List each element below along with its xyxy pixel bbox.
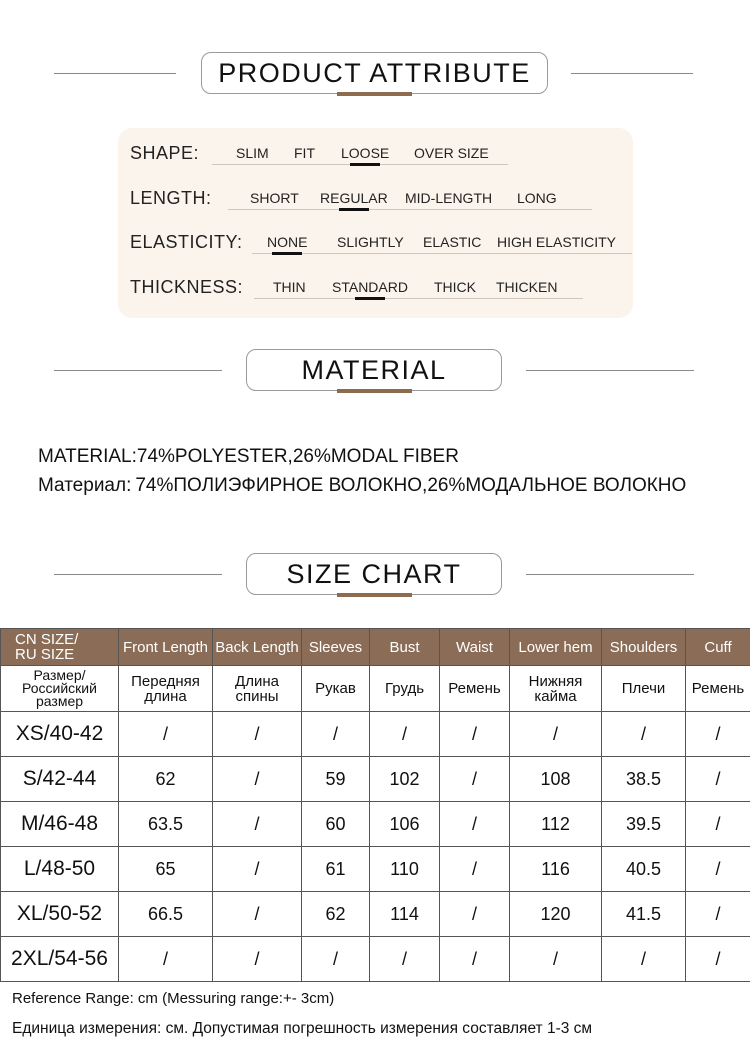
material-en-value: 74%POLYESTER,26%MODAL FIBER [136, 446, 459, 467]
measurement-cell: / [302, 937, 370, 982]
measurement-cell: / [213, 937, 302, 982]
header-cell-ru: Плечи [602, 666, 686, 712]
measurement-cell: 63.5 [119, 802, 213, 847]
measurement-cell: / [370, 712, 440, 757]
attribute-row [130, 277, 630, 307]
measurement-cell: / [686, 712, 750, 757]
attribute-option: MID-LENGTH [405, 190, 493, 206]
measurement-cell: / [213, 892, 302, 937]
divider-right [571, 73, 693, 74]
table-row [1, 757, 750, 802]
table-row [1, 802, 750, 847]
material-en [38, 446, 459, 468]
header-cell: Shoulders [602, 629, 686, 666]
measurement-cell: 60 [302, 802, 370, 847]
measurement-cell: / [440, 892, 510, 937]
attribute-option: NONE [267, 234, 308, 250]
measurement-cell: / [440, 937, 510, 982]
divider-left [54, 73, 176, 74]
header-cell: CN SIZE/ RU SIZE [1, 629, 119, 666]
divider-right [526, 370, 694, 371]
measurement-cell: / [510, 937, 602, 982]
title-accent-bar [337, 593, 412, 597]
attribute-option: SHORT [250, 190, 299, 206]
measurement-cell: 102 [370, 757, 440, 802]
measurement-cell: 120 [510, 892, 602, 937]
attribute-option: SLIGHTLY [337, 234, 404, 250]
section-title: SIZE CHART [286, 558, 462, 589]
attribute-label: ELASTICITY: [130, 232, 243, 252]
attribute-option: SLIM [236, 145, 269, 161]
section-title-box [246, 553, 502, 595]
divider-right [526, 574, 694, 575]
measurement-cell: / [602, 937, 686, 982]
selected-marker [272, 252, 302, 255]
header-cell-ru: Размер/ Российский размер [1, 666, 119, 712]
material-en-label: MATERIAL: [38, 446, 137, 467]
header-cell-ru: Длина спины [213, 666, 302, 712]
attribute-row [130, 188, 630, 218]
attribute-row [130, 143, 630, 173]
header-cell-ru: Ремень [686, 666, 750, 712]
measurement-cell: / [440, 712, 510, 757]
material-ru-value: 74%ПОЛИЭФИРНОЕ ВОЛОКНО,26%МОДАЛЬНОЕ ВОЛОКНО [135, 475, 687, 496]
header-cell-ru: Передняя длина [119, 666, 213, 712]
size-cell: M/46-48 [1, 802, 119, 847]
product-attribute-heading [0, 52, 750, 102]
measurement-cell: 112 [510, 802, 602, 847]
measurement-cell: / [213, 847, 302, 892]
header-cell: Cuff [686, 629, 750, 666]
divider-left [54, 574, 222, 575]
attribute-label: LENGTH: [130, 188, 212, 208]
attribute-option: OVER SIZE [414, 145, 489, 161]
measurement-cell: / [686, 937, 750, 982]
measurement-cell: / [213, 712, 302, 757]
table-row [1, 937, 750, 982]
material-ru [38, 475, 686, 497]
measurement-cell: 59 [302, 757, 370, 802]
header-cell-ru: Ремень [440, 666, 510, 712]
measurement-cell: / [213, 757, 302, 802]
measurement-cell: 40.5 [602, 847, 686, 892]
measurement-cell: 38.5 [602, 757, 686, 802]
table-row [1, 847, 750, 892]
measurement-cell: / [440, 802, 510, 847]
attribute-option: LOOSE [341, 145, 390, 161]
table-row [1, 892, 750, 937]
measurement-cell: / [119, 937, 213, 982]
measurement-cell: / [440, 757, 510, 802]
attribute-underline [254, 298, 583, 299]
measurement-cell: 108 [510, 757, 602, 802]
attribute-option: ELASTIC [423, 234, 482, 250]
measurement-cell: / [510, 712, 602, 757]
section-title: PRODUCT ATTRIBUTE [218, 57, 531, 88]
measurement-cell: / [686, 757, 750, 802]
header-cell: Waist [440, 629, 510, 666]
measurement-cell: 116 [510, 847, 602, 892]
size-cell: L/48-50 [1, 847, 119, 892]
measurement-cell: 110 [370, 847, 440, 892]
material-heading [0, 349, 750, 399]
header-cell: Front Length [119, 629, 213, 666]
attribute-option: STANDARD [332, 279, 408, 295]
attribute-option: REGULAR [320, 190, 388, 206]
divider-left [54, 370, 222, 371]
attribute-option: THICKEN [496, 279, 558, 295]
measurement-cell: / [686, 847, 750, 892]
attribute-panel [118, 128, 633, 318]
attribute-option: THIN [273, 279, 306, 295]
attribute-option: LONG [517, 190, 557, 206]
header-row-ru [1, 666, 750, 712]
header-cell: Back Length [213, 629, 302, 666]
section-title-box [201, 52, 548, 94]
measurement-cell: / [370, 937, 440, 982]
measurement-cell: 41.5 [602, 892, 686, 937]
attribute-option: THICK [434, 279, 476, 295]
title-accent-bar [337, 389, 412, 393]
header-cell-ru: Нижняя кайма [510, 666, 602, 712]
reference-range-ru: Единица измерения: см. Допустимая погрешность измерения составляет 1-3 см [12, 1020, 593, 1037]
attribute-option: HIGH ELASTICITY [497, 234, 617, 250]
section-title-box [246, 349, 502, 391]
measurement-cell: 62 [302, 892, 370, 937]
table-row [1, 712, 750, 757]
measurement-cell: / [119, 712, 213, 757]
selected-marker [350, 163, 380, 166]
attribute-underline [228, 209, 592, 210]
header-cell: Bust [370, 629, 440, 666]
measurement-cell: / [602, 712, 686, 757]
measurement-cell: / [302, 712, 370, 757]
measurement-cell: / [686, 802, 750, 847]
selected-marker [339, 208, 369, 211]
measurement-cell: 62 [119, 757, 213, 802]
size-cell: S/42-44 [1, 757, 119, 802]
measurement-cell: / [440, 847, 510, 892]
size-chart-table [0, 628, 750, 982]
material-ru-label: Материал: [38, 475, 132, 496]
header-cell-ru: Рукав [302, 666, 370, 712]
header-cell-ru: Грудь [370, 666, 440, 712]
header-row-en [1, 629, 750, 666]
attribute-row [130, 232, 630, 262]
measurement-cell: / [686, 892, 750, 937]
attribute-label: THICKNESS: [130, 277, 244, 297]
size-cell: XL/50-52 [1, 892, 119, 937]
measurement-cell: 39.5 [602, 802, 686, 847]
measurement-cell: 66.5 [119, 892, 213, 937]
attribute-option: FIT [294, 145, 315, 161]
attribute-label: SHAPE: [130, 143, 200, 163]
reference-range-en: Reference Range: cm (Messuring range:+- 3cm) [12, 990, 335, 1007]
section-title: MATERIAL [301, 354, 447, 385]
size-chart-heading [0, 553, 750, 603]
attribute-underline [252, 253, 632, 254]
measurement-cell: 106 [370, 802, 440, 847]
selected-marker [355, 297, 385, 300]
header-cell: Sleeves [302, 629, 370, 666]
header-cell: Lower hem [510, 629, 602, 666]
measurement-cell: 114 [370, 892, 440, 937]
measurement-cell: / [213, 802, 302, 847]
size-cell: 2XL/54-56 [1, 937, 119, 982]
measurement-cell: 65 [119, 847, 213, 892]
size-cell: XS/40-42 [1, 712, 119, 757]
measurement-cell: 61 [302, 847, 370, 892]
title-accent-bar [337, 92, 412, 96]
